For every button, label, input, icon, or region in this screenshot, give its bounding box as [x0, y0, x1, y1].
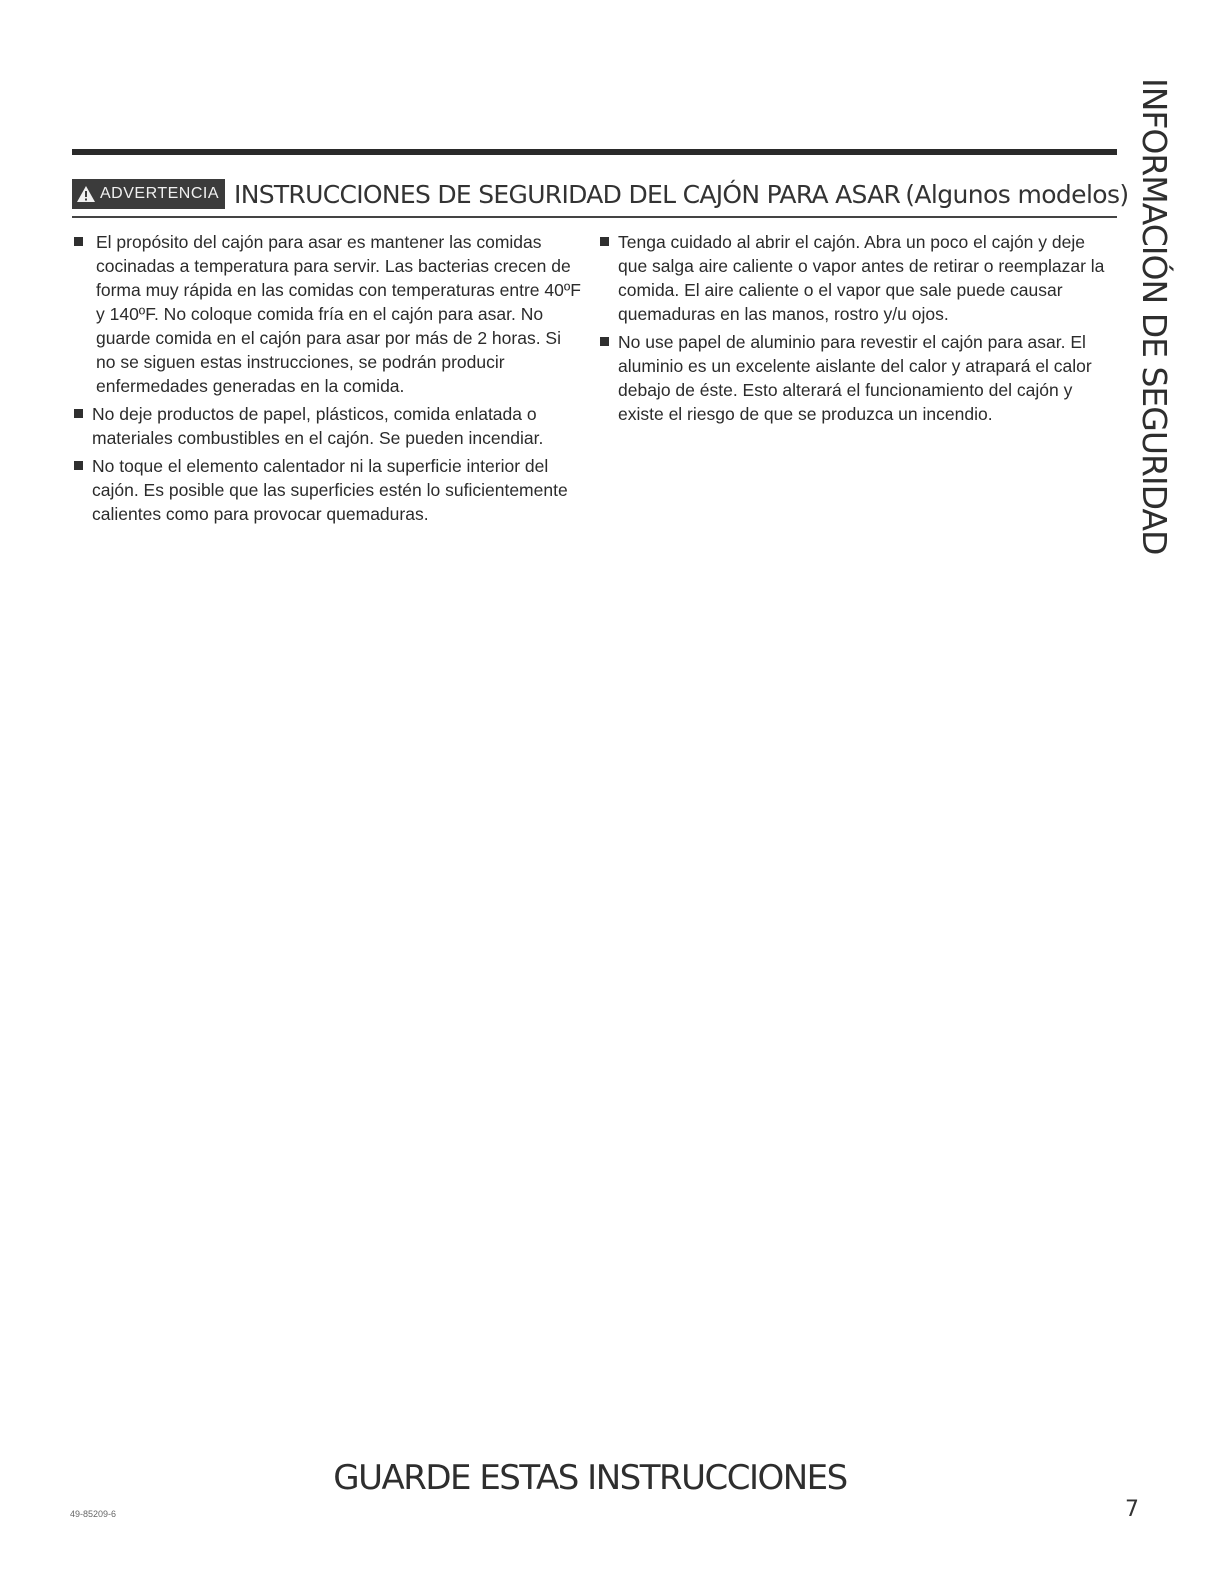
warning-badge: [72, 179, 225, 209]
document-code: 49-85209-6: [70, 1509, 117, 1519]
list-item: [74, 230, 584, 398]
left-column: [74, 230, 584, 530]
section-subtitle: (Algunos modelos): [905, 179, 1129, 209]
list-item-text: El propósito del cajón para asar es mantener las comidas cocinadas a temperatura para servir. Las bacterias crecen de forma muy rápida en las comidas con temperaturas entre 40ºF y 140ºF. No coloque comida fría en el cajón para asar. No guarde comida en el cajón para asar por más de 2 horas. Si no se siguen estas instrucciones, se podrán producir enfermedades generadas en la comida.: [96, 232, 581, 396]
right-column: [600, 230, 1112, 430]
list-item: [600, 230, 1112, 326]
footer-title: GUARDE ESTAS INSTRUCCIONES: [333, 1458, 847, 1498]
warning-badge-label: ADVERTENCIA: [100, 185, 220, 202]
warning-triangle-icon: [76, 185, 96, 203]
list-item-text: No use papel de aluminio para revestir el cajón para asar. El aluminio es un excelente aislante del calor y atrapará el calor debajo de éste. Esto alterará el funcionamiento del cajón y existe el riesgo de que se produzca un incendio.: [618, 332, 1092, 424]
list-item: [74, 402, 584, 450]
top-rule: [72, 149, 1117, 155]
bullet-square-icon: [600, 237, 609, 246]
bullet-square-icon: [74, 237, 83, 246]
side-section-tab: INFORMACIÓN DE SEGURIDAD: [1135, 78, 1174, 555]
list-item: [600, 330, 1112, 426]
list-item-text: No deje productos de papel, plásticos, comida enlatada o materiales combustibles en el cajón. Se pueden incendiar.: [92, 404, 544, 448]
list-item-text: Tenga cuidado al abrir el cajón. Abra un poco el cajón y deje que salga aire caliente o vapor antes de retirar o reemplazar la comida. El aire caliente o el vapor que sale puede causar quemaduras en las manos, rostro y/u ojos.: [618, 232, 1105, 324]
bullet-square-icon: [74, 409, 83, 418]
header-rule: [72, 216, 1117, 218]
section-header: [72, 173, 1129, 215]
list-item-text: No toque el elemento calentador ni la superficie interior del cajón. Es posible que las superficies estén lo suficientemente calientes como para provocar quemaduras.: [92, 456, 568, 524]
bullet-square-icon: [600, 337, 609, 346]
bullet-square-icon: [74, 461, 83, 470]
list-item: [74, 454, 584, 526]
page-number: 7: [1125, 1497, 1139, 1522]
section-title: INSTRUCCIONES DE SEGURIDAD DEL CAJÓN PARA ASAR: [234, 179, 901, 209]
